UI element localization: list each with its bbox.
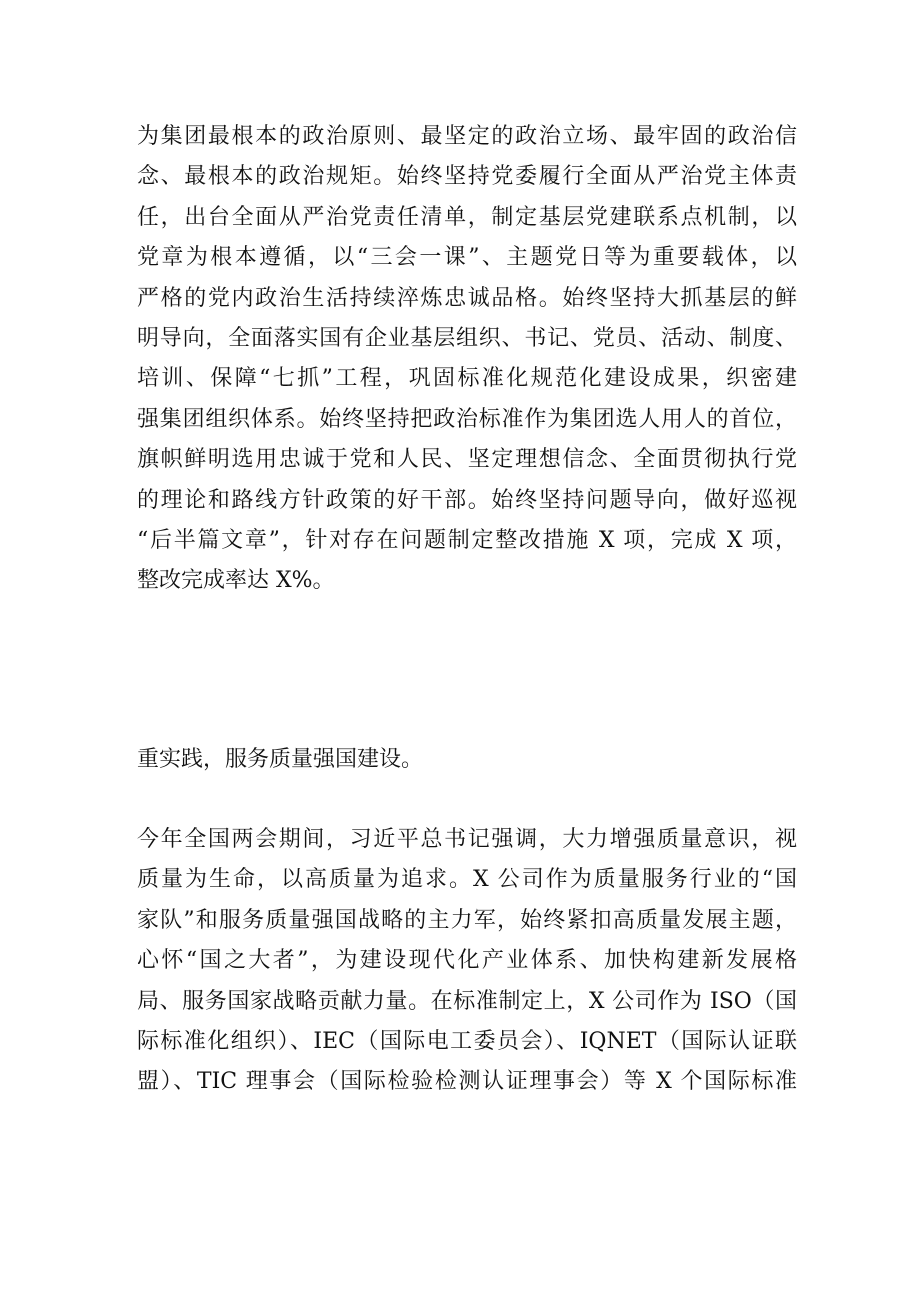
section-heading: [137, 740, 797, 780]
text-line: “后半篇文章”，针对存在问题制定整改措施 X 项，完成 X 项，: [137, 527, 797, 553]
heading-text: 重实践，服务质量强国建设。: [137, 747, 424, 772]
text-line: 整改完成率达 X%。: [137, 568, 335, 594]
paragraph-quality: [137, 820, 797, 1103]
text-line: 的理论和路线方针政策的好干部。始终坚持问题导向，做好巡视: [137, 487, 797, 513]
text-line: 任，出台全面从严治党责任清单，制定基层党建联系点机制，以: [137, 204, 797, 230]
text-line: 家队”和服务质量强国战略的主力军，始终紧扣高质量发展主题，: [137, 907, 797, 933]
text-line: 今年全国两会期间，习近平总书记强调，大力增强质量意识，视: [137, 827, 797, 852]
text-line: 心怀“国之大者”，为建设现代化产业体系、加快构建新发展格: [137, 948, 797, 974]
text-line: 严格的党内政治生活持续淬炼忠诚品格。始终坚持大抓基层的鲜: [137, 285, 797, 311]
text-line: 念、最根本的政治规矩。始终坚持党委履行全面从严治党主体责: [137, 164, 797, 190]
text-line: 明导向，全面落实国有企业基层组织、书记、党员、活动、制度、: [137, 325, 797, 351]
text-line: 党章为根本遵循，以“三会一课”、主题党日等为重要载体，以: [137, 245, 797, 271]
text-line: 培训、保障“七抓”工程，巩固标准化规范化建设成果，织密建: [137, 366, 797, 392]
text-line: 旗帜鲜明选用忠诚于党和人民、坚定理想信念、全面贯彻执行党: [137, 447, 797, 473]
text-line: 为集团最根本的政治原则、最坚定的政治立场、最牢固的政治信: [137, 124, 797, 149]
text-line: 际标准化组织）、IEC（国际电工委员会）、IQNET（国际认证联: [137, 1028, 797, 1054]
paragraph-party-building: [137, 117, 797, 602]
text-line: 强集团组织体系。始终坚持把政治标准作为集团选人用人的首位，: [137, 406, 797, 432]
text-line: 局、服务国家战略贡献力量。在标准制定上，X 公司作为 ISO（国: [137, 988, 797, 1014]
text-line: 质量为生命，以高质量为追求。X 公司作为质量服务行业的“国: [137, 867, 797, 893]
text-line: 盟）、TIC 理事会（国际检验检测认证理事会）等 X 个国际标准: [137, 1069, 797, 1095]
